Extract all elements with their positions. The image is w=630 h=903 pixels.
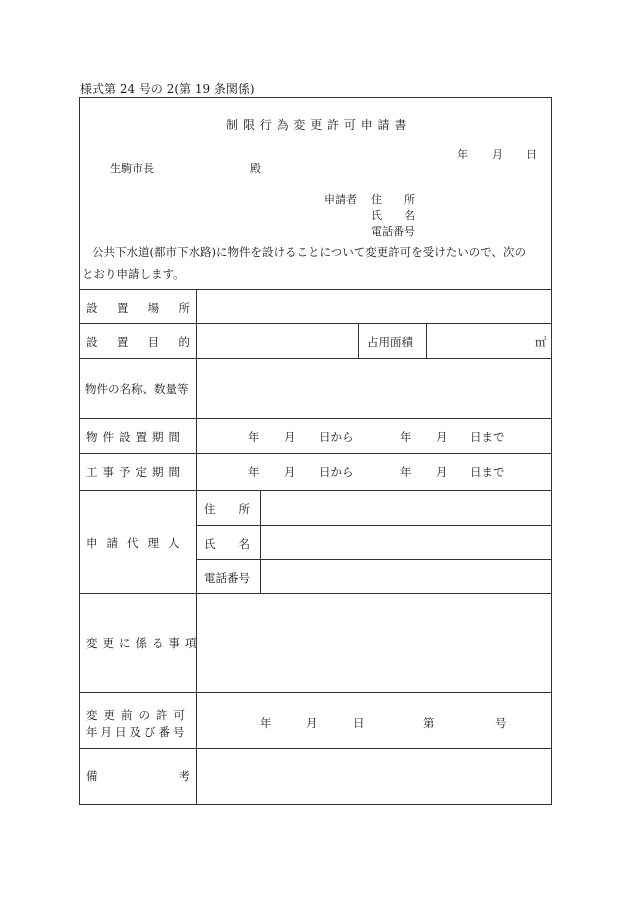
prior-month: 月 xyxy=(306,716,318,730)
agent-name-field[interactable] xyxy=(262,527,550,558)
period-to-year: 年 xyxy=(400,430,412,444)
construction-to-day: 日まで xyxy=(470,465,505,479)
addressee-name: 生駒市長 xyxy=(110,162,154,175)
agent-phone-field[interactable] xyxy=(262,561,550,592)
area-field[interactable] xyxy=(428,325,528,357)
period-from-month: 月 xyxy=(284,430,296,444)
construction-from-year: 年 xyxy=(248,465,260,479)
date-month: 月 xyxy=(492,148,503,161)
applicant-address: 住 所 xyxy=(371,193,415,206)
period-to-day: 日まで xyxy=(470,430,505,444)
period-from-day: 日から xyxy=(319,430,354,444)
prior-number-suffix: 号 xyxy=(495,716,507,730)
period-from-year: 年 xyxy=(248,430,260,444)
label-agent: 申請代理人 xyxy=(86,536,189,550)
location-field[interactable] xyxy=(198,291,550,322)
prior-year: 年 xyxy=(260,716,272,730)
applicant-label: 申請者 xyxy=(324,193,357,206)
construction-to-month: 月 xyxy=(436,465,448,479)
agent-name-label: 氏 名 xyxy=(204,537,250,551)
purpose-field[interactable] xyxy=(198,325,357,357)
remarks-field[interactable] xyxy=(198,750,550,803)
label-change-matter: 変更に係る事項 xyxy=(86,636,202,650)
label-location: 設 置 場 所 xyxy=(86,301,190,315)
label-prior-line1: 変更前の許可 xyxy=(86,708,191,722)
label-remarks: 備 考 xyxy=(86,769,190,783)
item-name-field[interactable] xyxy=(198,360,550,417)
applicant-name: 氏 名 xyxy=(371,209,415,222)
agent-address-field[interactable] xyxy=(262,492,550,524)
date-year: 年 xyxy=(457,148,468,161)
application-form xyxy=(79,97,552,805)
date-day: 日 xyxy=(526,148,537,161)
addressee-honorific: 殿 xyxy=(250,162,261,175)
form-title: 制 限 行 為 変 更 許 可 申 請 書 xyxy=(226,118,407,132)
change-matter-field[interactable] xyxy=(198,595,550,691)
construction-to-year: 年 xyxy=(400,465,412,479)
label-construction: 工事予定期間 xyxy=(86,465,185,479)
body-text-line2: とおり申請します。 xyxy=(82,267,185,281)
form-number: 様式第 24 号の 2(第 19 条関係) xyxy=(80,82,255,96)
label-item-name: 物件の名称、数量等 xyxy=(85,382,189,396)
agent-phone-label: 電話番号 xyxy=(204,571,250,585)
construction-from-day: 日から xyxy=(319,465,354,479)
applicant-phone: 電話番号 xyxy=(371,225,415,238)
label-period: 物件設置期間 xyxy=(86,430,185,444)
period-to-month: 月 xyxy=(436,430,448,444)
agent-address-label: 住 所 xyxy=(204,502,250,516)
construction-from-month: 月 xyxy=(284,465,296,479)
prior-day: 日 xyxy=(353,716,365,730)
area-unit: ㎡ xyxy=(535,335,547,349)
label-area: 占用面積 xyxy=(367,335,413,349)
prior-number-prefix: 第 xyxy=(423,716,435,730)
body-text-line1: 公共下水道(都市下水路)に物件を設けることについて変更許可を受けたいので、次の xyxy=(92,245,527,259)
label-purpose: 設 置 目 的 xyxy=(86,335,190,349)
label-prior-line2: 年月日及び番号 xyxy=(86,725,188,739)
